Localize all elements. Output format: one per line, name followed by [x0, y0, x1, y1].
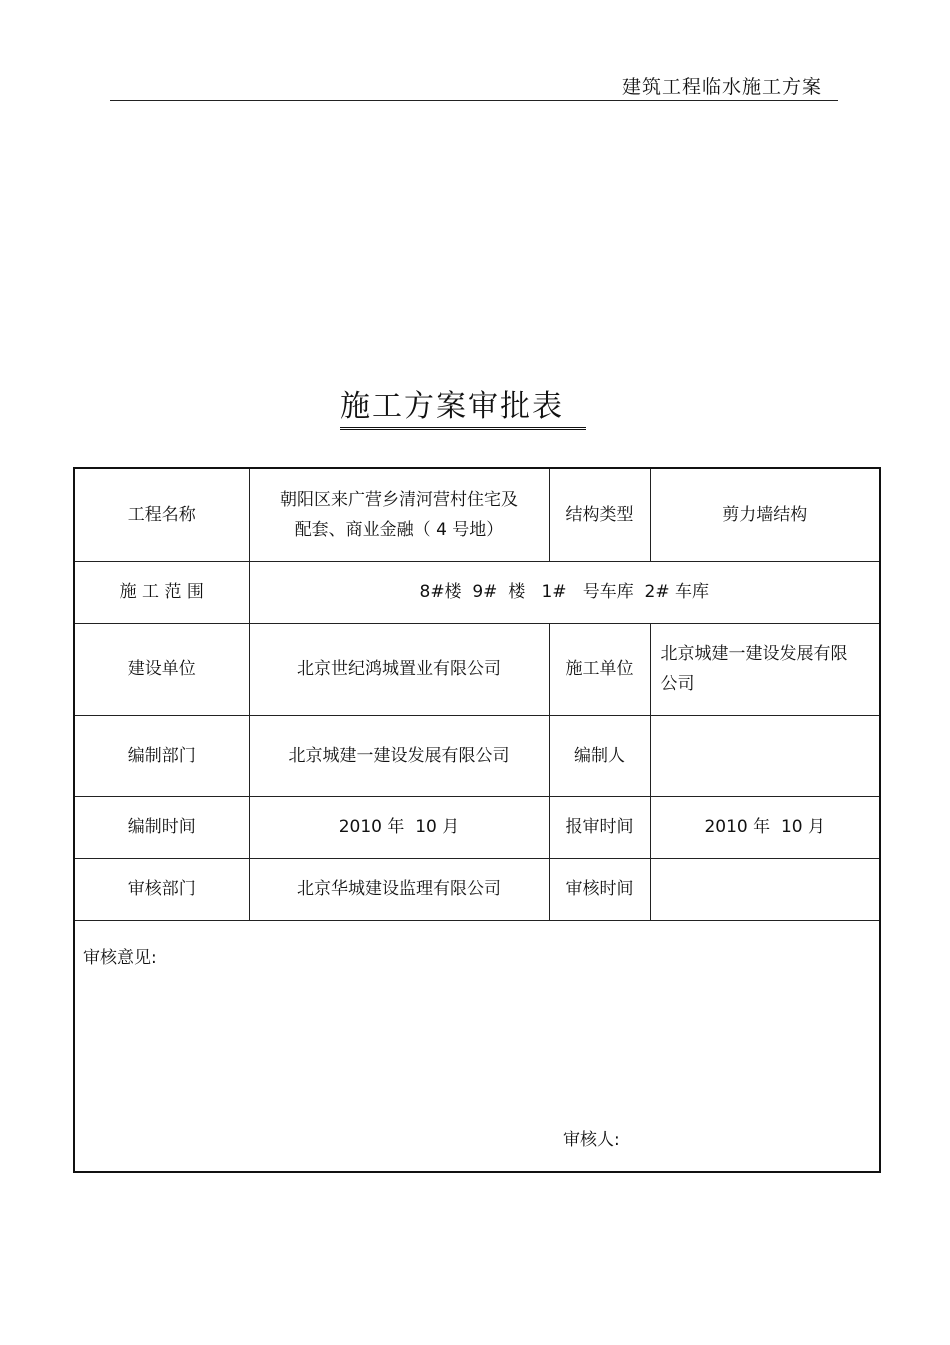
review-time-value [650, 858, 880, 920]
compiler-label: 编制人 [549, 715, 650, 796]
table-row [74, 858, 880, 920]
contractor-unit-line-1: 北京城建一建设发展有限 [660, 644, 848, 664]
reviewer-label: 审核人: [563, 1129, 620, 1150]
compile-time-label: 编制时间 [74, 796, 249, 858]
project-name-line-2: 配套、商业金融（ 4 号地） [294, 519, 504, 540]
review-opinion-label: 审核意见: [83, 947, 157, 968]
approval-form-table [73, 467, 881, 1173]
compiling-dept-label: 编制部门 [74, 715, 249, 796]
compiling-dept-value: 北京城建一建设发展有限公司 [249, 715, 549, 796]
submit-time-label: 报审时间 [549, 796, 650, 858]
page-header-title: 建筑工程临水施工方案 [621, 76, 822, 98]
review-time-label: 审核时间 [549, 858, 650, 920]
contractor-unit-value [650, 623, 880, 715]
review-dept-label: 审核部门 [74, 858, 249, 920]
header-rule [110, 100, 838, 101]
table-row [74, 623, 880, 715]
structure-type-label: 结构类型 [549, 468, 650, 561]
table-row [74, 561, 880, 623]
owner-unit-label: 建设单位 [74, 623, 249, 715]
project-name-line-1: 朝阳区来广营乡清河营村住宅及 [280, 489, 518, 510]
owner-unit-value: 北京世纪鸿城置业有限公司 [249, 623, 549, 715]
review-opinion-cell [74, 920, 880, 1172]
table-row [74, 796, 880, 858]
construction-scope-label: 施 工 范 围 [74, 561, 249, 623]
construction-scope-value: 8#楼 9# 楼 1# 号车库 2# 车库 [249, 561, 880, 623]
table-row [74, 468, 880, 561]
compile-time-value: 2010 年 10 月 [249, 796, 549, 858]
contractor-unit-label: 施工单位 [549, 623, 650, 715]
table-row [74, 920, 880, 1172]
project-name-label: 工程名称 [74, 468, 249, 561]
structure-type-value: 剪力墙结构 [650, 468, 880, 561]
document-title: 施工方案审批表 [340, 381, 586, 430]
contractor-unit-line-2: 公司 [660, 674, 695, 694]
project-name-value [249, 468, 549, 561]
review-dept-value: 北京华城建设监理有限公司 [249, 858, 549, 920]
table-row [74, 715, 880, 796]
submit-time-value: 2010 年 10 月 [650, 796, 880, 858]
compiler-value [650, 715, 880, 796]
